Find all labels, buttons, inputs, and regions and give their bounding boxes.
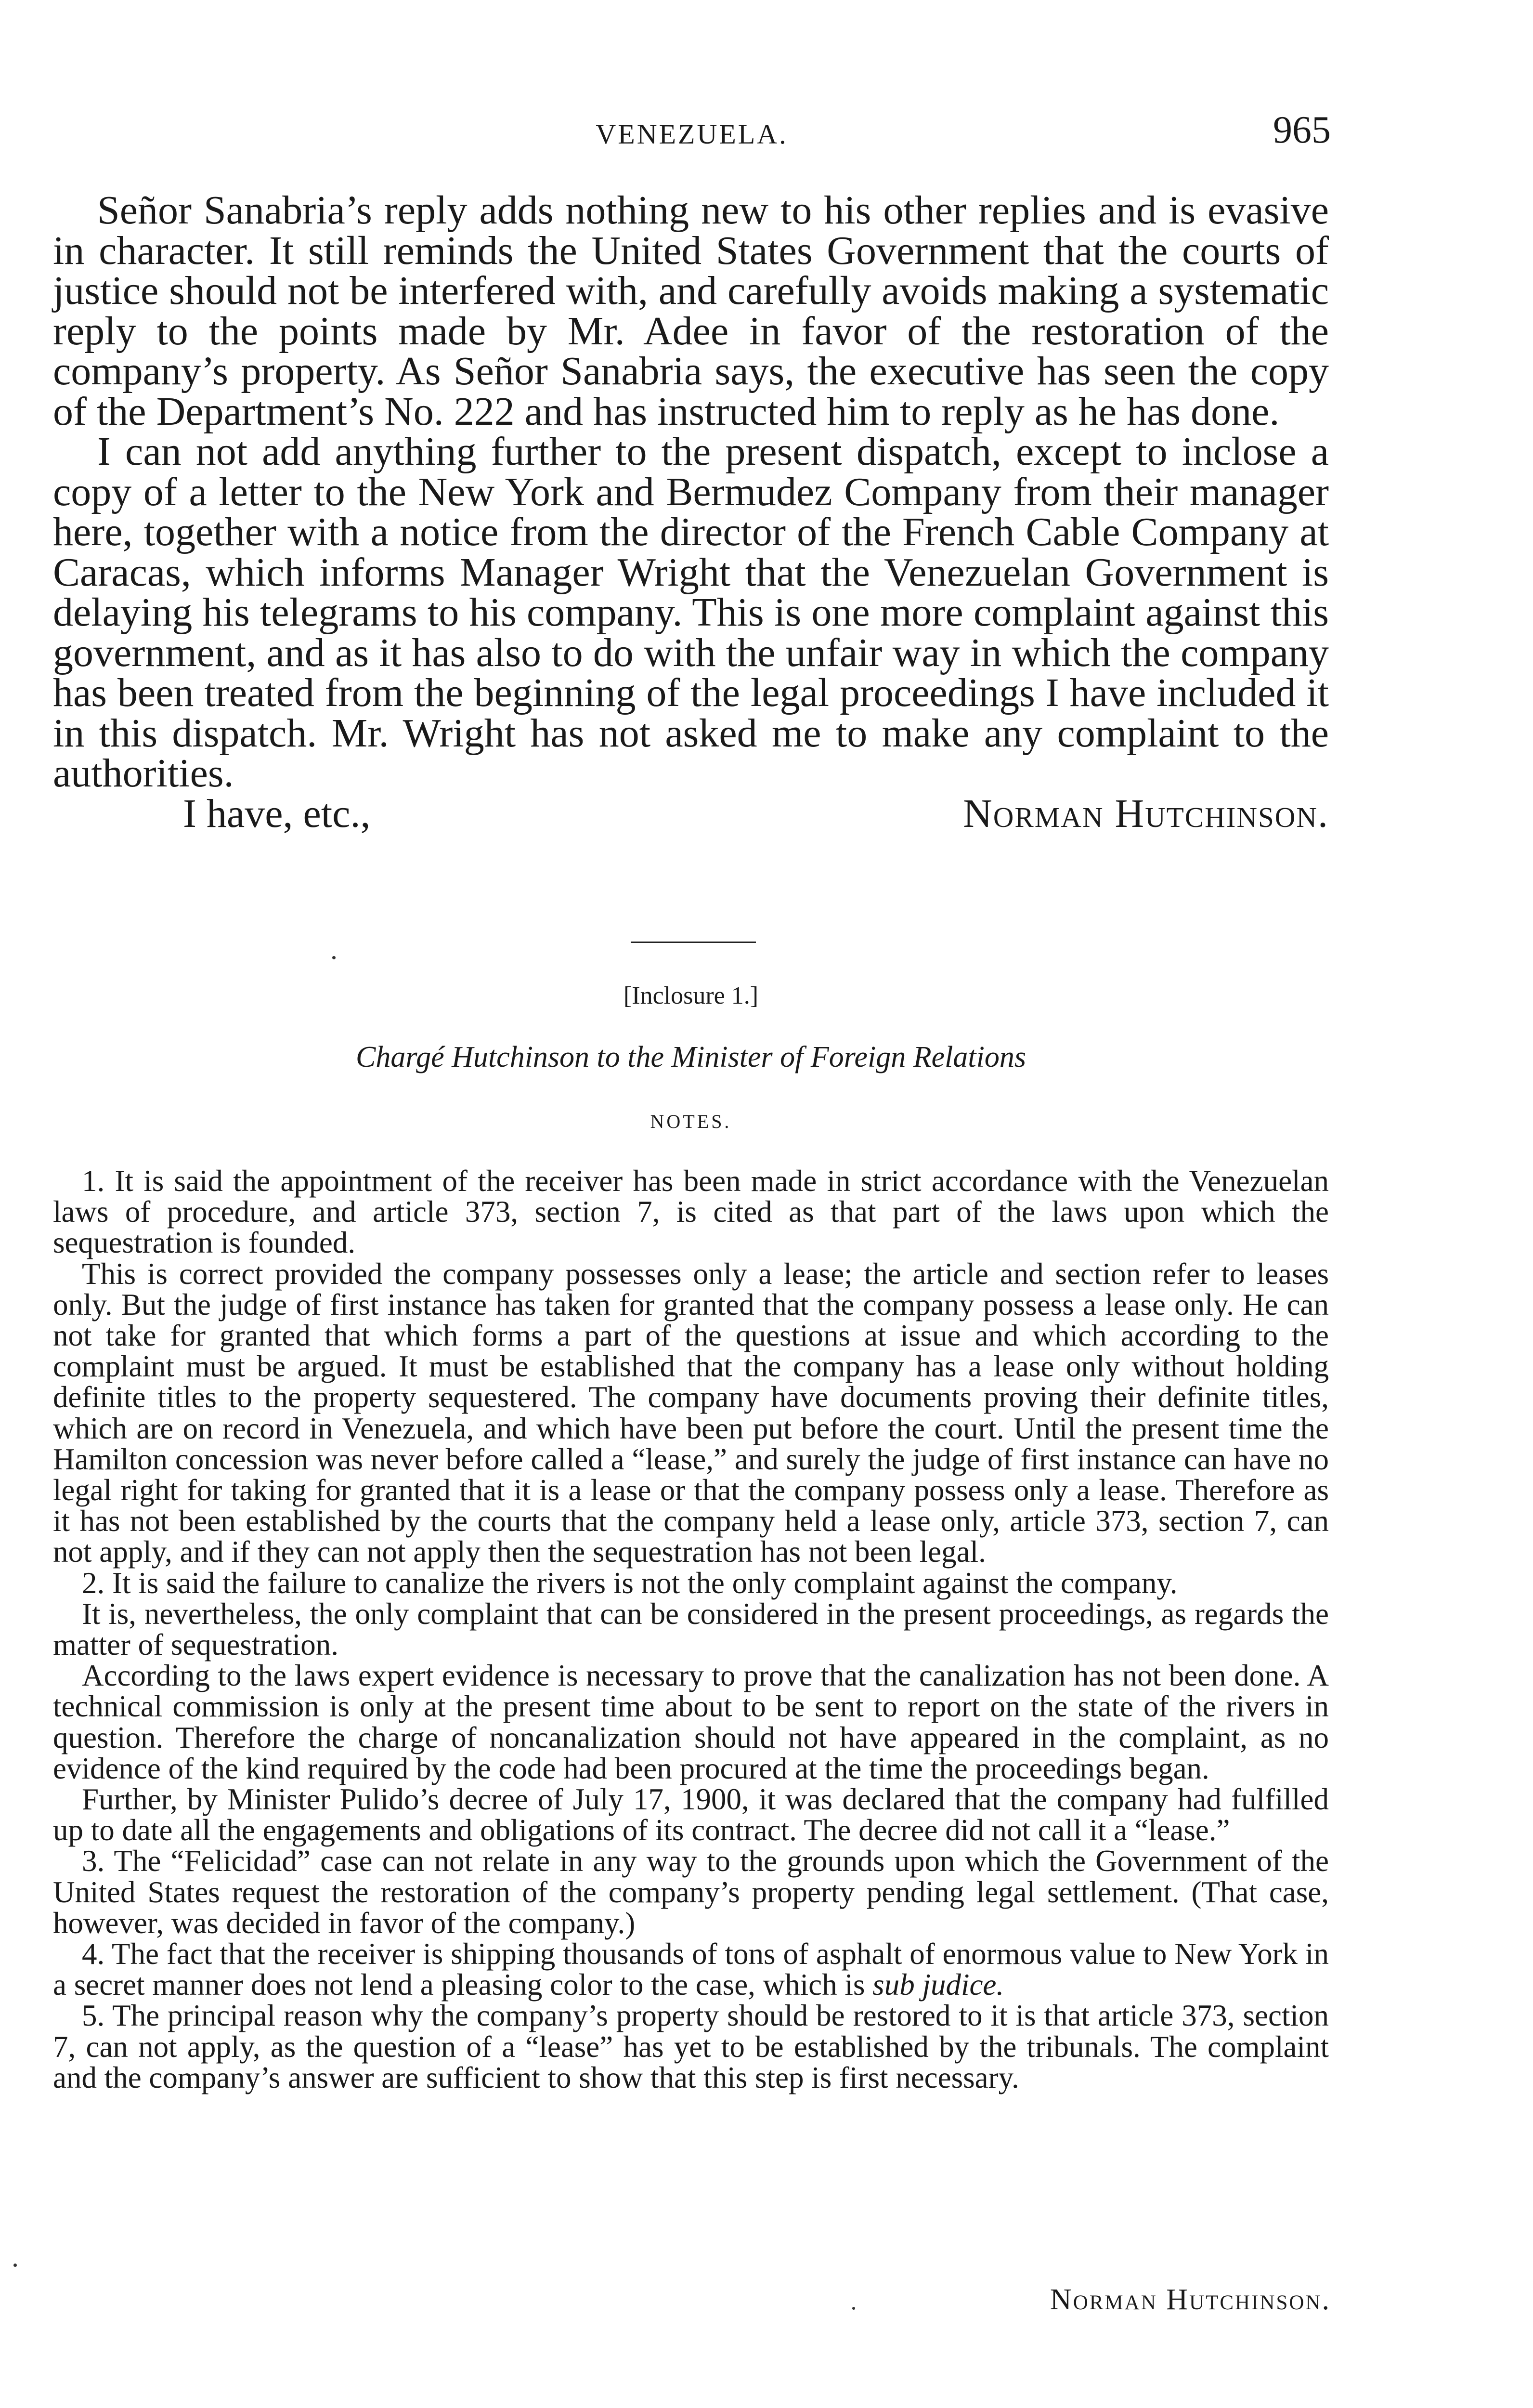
note-2-continued: It is, nevertheless, the only complaint that can be considered in the present proceedings, as regards the matter of sequestration. bbox=[53, 1597, 1329, 1662]
note-4-italic: sub judice. bbox=[872, 1968, 1004, 2002]
running-head bbox=[53, 104, 1331, 151]
page-number: 965 bbox=[1273, 109, 1331, 151]
closing-formula: I have, etc., bbox=[183, 791, 371, 836]
signature-line bbox=[53, 791, 1329, 836]
notes-body bbox=[53, 1165, 1329, 2093]
running-head-title: VENEZUELA. bbox=[596, 118, 788, 150]
note-2-evidence: According to the laws expert evidence is necessary to prove that the canalization has not been done. A technical commission is only at the present time about to be sent to report on the state of the rivers in question. Therefore the charge of noncanalization should not have appeared in the complaint, as no evidence of the kind required by the code had been procured at the time the proceedings began. bbox=[53, 1659, 1329, 1785]
note-4 bbox=[53, 1938, 1329, 2000]
note-3: 3. The “Felicidad” case can not relate in any way to the grounds upon which the Government of the United States request the restoration of the company’s property pending legal settlement. (That case, however, was decided in favor of the company.) bbox=[53, 1844, 1329, 1940]
note-5: 5. The principal reason why the company’s property should be restored to it is that article 373, section 7, can not apply, as the question of a “lease” has yet to be established by the tribunals. The complaint and the company’s answer are sufficient to show that this step is first necessary. bbox=[53, 1999, 1329, 2094]
main-text bbox=[53, 190, 1329, 834]
print-speck bbox=[332, 956, 336, 959]
note-1: 1. It is said the appointment of the receiver has been made in strict accordance with the Venezuelan laws of procedure, and article 373, section 7, is cited as that part of the laws upon which the sequestration is founded. bbox=[53, 1164, 1329, 1260]
note-2-decree: Further, by Minister Pulido’s decree of July 17, 1900, it was declared that the company had fulfilled up to date all the engagements and obligations of its contract. The decree did not call it a “lease.” bbox=[53, 1782, 1329, 1847]
notes-heading: NOTES. bbox=[650, 1111, 732, 1132]
note-2: 2. It is said the failure to canalize the rivers is not the only complaint against the company. bbox=[82, 1566, 1178, 1600]
paragraph-2: I can not add anything further to the present dispatch, except to inclose a copy of a letter to the New York and Bermudez Company from their manager here, together with a notice from the director of the French Cable Company at Caracas, which informs Manager Wright that the Venezuelan Government is delaying his telegrams to his company. This is one more complaint against this government, and as it has also to do with the unfair way in which the company has been treated from the beginning of the legal proceedings I have included it in this dispatch. Mr. Wright has not asked me to make any complaint to the authorities. bbox=[53, 429, 1329, 796]
signer-name: Norman Hutchinson. bbox=[963, 791, 1329, 836]
notes-signer: Norman Hutchinson. bbox=[1050, 2283, 1331, 2316]
enclosure-title: Chargé Hutchinson to the Minister of Foreign Relations bbox=[355, 1041, 1026, 1073]
note-4-text: 4. The fact that the receiver is shipping thousands of tons of asphalt of enormous value to New York in a secret manner does not lend a pleasing color to the case, which is bbox=[53, 1937, 1329, 2002]
section-divider bbox=[631, 942, 756, 943]
print-speck-2 bbox=[852, 2307, 855, 2310]
note-1-continued: This is correct provided the company possesses only a lease; the article and section refer to leases only. But the judge of first instance has taken for granted that the company possess a lease only. He can not take for granted that which forms a part of the questions at issue and which according to the complaint must be argued. It must be established that the company has a lease only without holding definite titles to the property sequestered. The company have documents proving their definite titles, which are on record in Venezuela, and which have been put before the court. Until the present time the Hamilton concession was never before called a “lease,” and surely the judge of first instance can have no legal right for taking for granted that it is a lease or that the company possess only a lease. Therefore as it has not been established by the courts that the company held a lease only, article 373, section 7, can not apply, and if they can not apply then the sequestration has not been legal. bbox=[53, 1256, 1329, 1569]
enclosure-label: [Inclosure 1.] bbox=[623, 982, 759, 1009]
paragraph-1: Señor Sanabria’s reply adds nothing new to his other replies and is evasive in character. It still reminds the United States Government that the courts of justice should not be interfered with, and carefully avoids making a systematic reply to the points made by Mr. Adee in favor of the restoration of the company’s property. As Señor Sanabria says, the executive has seen the copy of the Department’s No. 222 and has instructed him to reply as he has done. bbox=[53, 188, 1329, 434]
margin-mark bbox=[13, 2264, 17, 2267]
